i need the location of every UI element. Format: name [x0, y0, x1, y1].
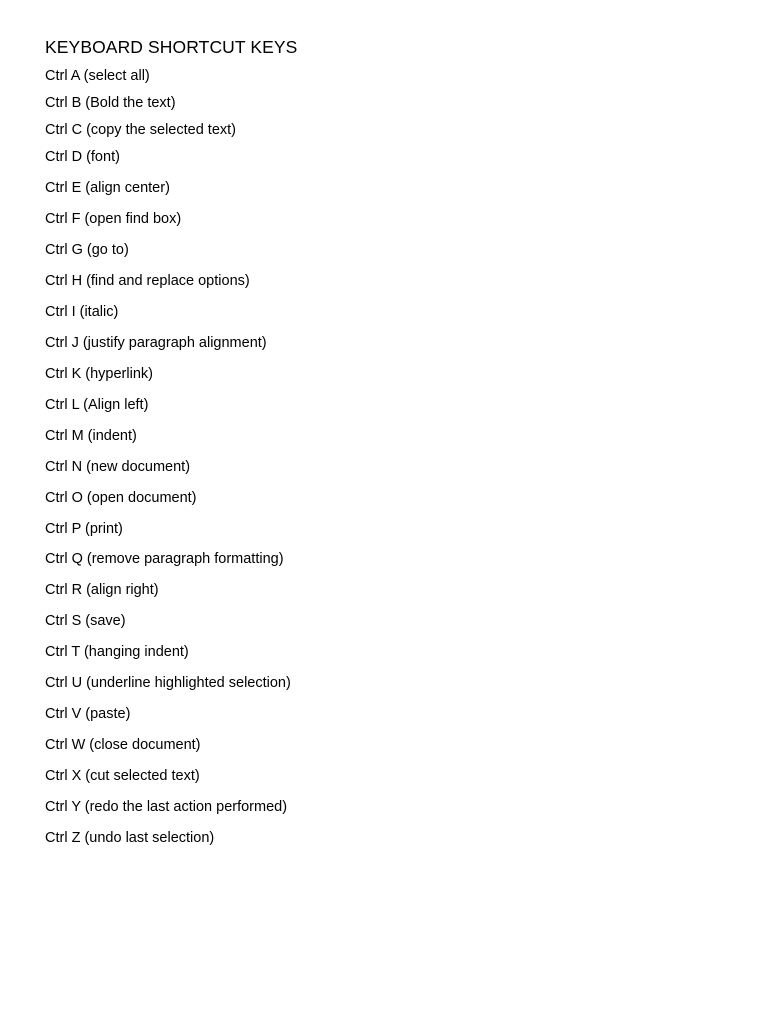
shortcut-item-ctrl-b: Ctrl B (Bold the text)	[45, 95, 176, 111]
shortcut-item-ctrl-z: Ctrl Z (undo last selection)	[45, 830, 215, 846]
shortcut-item-ctrl-d: Ctrl D (font)	[45, 149, 120, 165]
shortcut-item-ctrl-j: Ctrl J (justify paragraph alignment)	[45, 335, 267, 351]
shortcut-item-ctrl-g: Ctrl G (go to)	[45, 242, 129, 258]
shortcut-item-ctrl-e: Ctrl E (align center)	[45, 180, 170, 196]
page-title: KEYBOARD SHORTCUT KEYS	[45, 37, 298, 57]
shortcut-item-ctrl-w: Ctrl W (close document)	[45, 737, 201, 753]
shortcut-item-ctrl-a: Ctrl A (select all)	[45, 68, 150, 84]
shortcut-item-ctrl-x: Ctrl X (cut selected text)	[45, 768, 200, 784]
shortcut-item-ctrl-f: Ctrl F (open find box)	[45, 211, 182, 227]
shortcut-item-ctrl-o: Ctrl O (open document)	[45, 490, 197, 506]
shortcut-item-ctrl-n: Ctrl N (new document)	[45, 459, 191, 475]
shortcut-item-ctrl-q: Ctrl Q (remove paragraph formatting)	[45, 551, 284, 567]
shortcut-item-ctrl-l: Ctrl L (Align left)	[45, 397, 149, 413]
shortcut-item-ctrl-p: Ctrl P (print)	[45, 521, 123, 537]
shortcut-item-ctrl-m: Ctrl M (indent)	[45, 428, 137, 444]
shortcut-item-ctrl-h: Ctrl H (find and replace options)	[45, 273, 250, 289]
shortcut-item-ctrl-r: Ctrl R (align right)	[45, 582, 159, 598]
shortcut-item-ctrl-t: Ctrl T (hanging indent)	[45, 644, 189, 660]
shortcut-item-ctrl-v: Ctrl V (paste)	[45, 706, 131, 722]
shortcut-item-ctrl-k: Ctrl K (hyperlink)	[45, 366, 153, 382]
shortcut-item-ctrl-c: Ctrl C (copy the selected text)	[45, 122, 236, 138]
shortcut-item-ctrl-u: Ctrl U (underline highlighted selection)	[45, 675, 291, 691]
shortcut-item-ctrl-y: Ctrl Y (redo the last action performed)	[45, 799, 288, 815]
shortcut-item-ctrl-i: Ctrl I (italic)	[45, 304, 119, 320]
shortcut-item-ctrl-s: Ctrl S (save)	[45, 613, 126, 629]
